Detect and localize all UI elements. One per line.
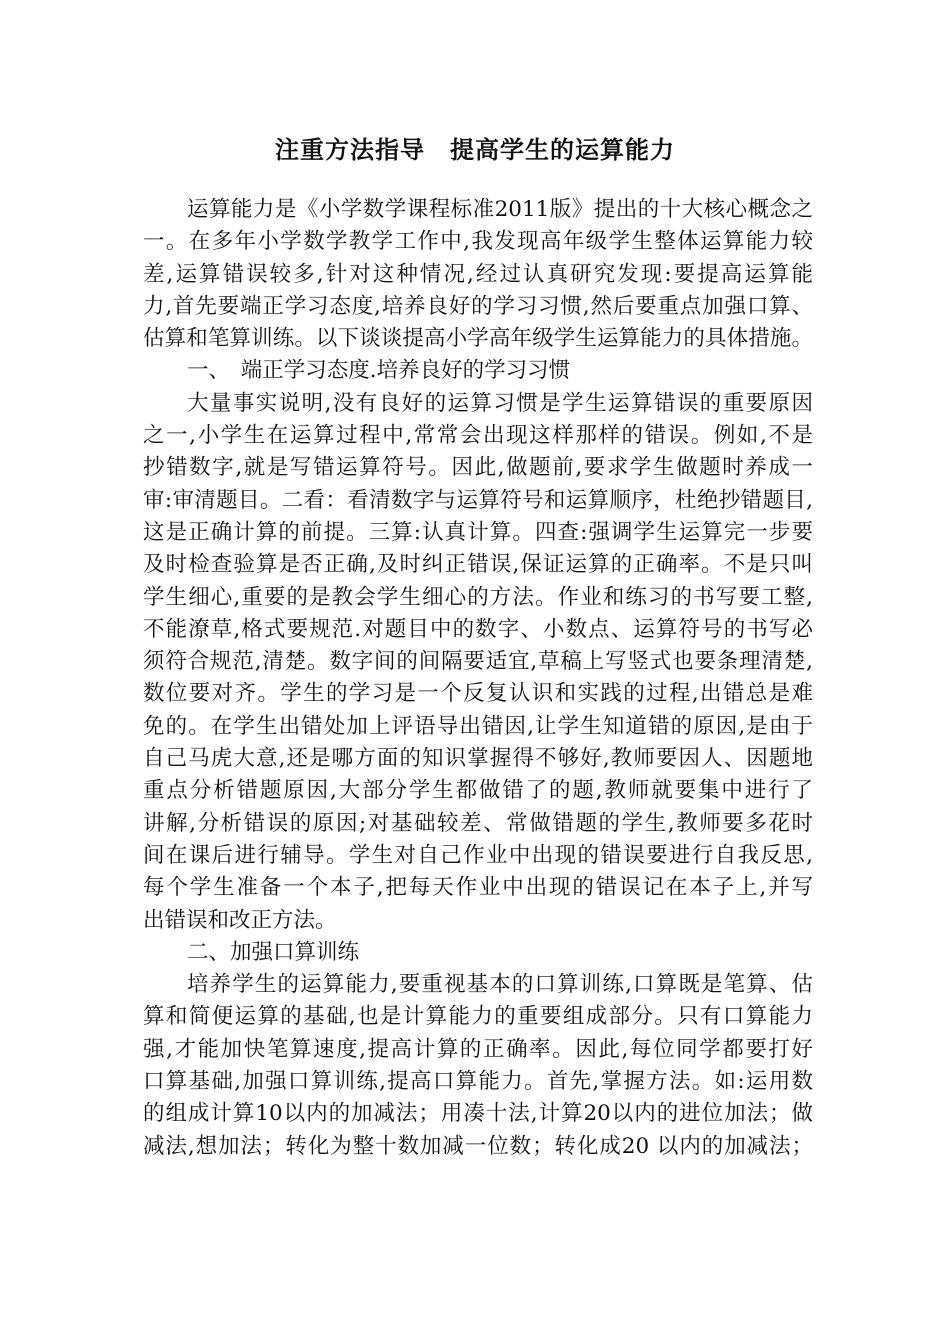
paragraph-line: 估算和笔算训练。以下谈谈提高小学高年级学生运算能力的具体措施。 <box>143 326 813 352</box>
paragraph-line: 学生细心,重要的是教会学生细心的方法。作业和练习的书写要工整, <box>143 584 813 610</box>
paragraph-line: 重点分析错题原因,大部分学生都做错了的题,教师就要集中进行了 <box>143 778 813 804</box>
paragraph-line: 减法,想加法；转化为整十数加减一位数；转化成20 以内的加减法； <box>143 1133 813 1159</box>
paragraph-line: 及时检查验算是否正确,及时纠正错误,保证运算的正确率。不是只叫 <box>143 552 813 578</box>
paragraph-line: 算和简便运算的基础,也是计算能力的重要组成部分。只有口算能力 <box>143 1004 813 1030</box>
paragraph-line: 力,首先要端正学习态度,培养良好的学习习惯,然后要重点加强口算、 <box>143 293 813 319</box>
paragraph-line: 间在课后进行辅导。学生对自己作业中出现的错误要进行自我反思, <box>143 842 813 868</box>
paragraph-line: 审:审清题目。二看：看清数字与运算符号和运算顺序，杜绝抄错题目, <box>143 487 813 513</box>
document-title: 注重方法指导 提高学生的运算能力 <box>275 136 675 164</box>
paragraph-line: 讲解,分析错误的原因;对基础较差、常做错题的学生,教师要多花时 <box>143 810 813 836</box>
paragraph-line: 的组成计算10以内的加减法；用凑十法,计算20以内的进位加法；做 <box>143 1101 813 1127</box>
section-heading-1: 一、 端正学习态度.培养良好的学习习惯 <box>187 358 571 384</box>
paragraph-line: 口算基础,加强口算训练,提高口算能力。首先,掌握方法。如:运用数 <box>143 1069 813 1095</box>
paragraph-line: 抄错数字,就是写错运算符号。因此,做题前,要求学生做题时养成一 <box>143 455 813 481</box>
paragraph-line: 强,才能加快笔算速度,提高计算的正确率。因此,每位同学都要打好 <box>143 1036 813 1062</box>
paragraph-line: 不能潦草,格式要规范.对题目中的数字、小数点、运算符号的书写必 <box>143 616 813 642</box>
paragraph-line: 出错误和改正方法。 <box>143 907 337 933</box>
paragraph-line: 之一,小学生在运算过程中,常常会出现这样那样的错误。例如,不是 <box>143 423 813 449</box>
paragraph-line: 每个学生准备一个本子,把每天作业中出现的错误记在本子上,并写 <box>143 875 813 901</box>
paragraph-line: 免的。在学生出错处加上评语导出错因,让学生知道错的原因,是由于 <box>143 713 813 739</box>
document-body <box>143 194 813 1163</box>
paragraph-line: 差,运算错误较多,针对这种情况,经过认真研究发现:要提高运算能 <box>143 261 813 287</box>
paragraph-line: 一。在多年小学数学教学工作中,我发现高年级学生整体运算能力较 <box>143 229 813 255</box>
paragraph-line: 自己马虎大意,还是哪方面的知识掌握得不够好,教师要因人、因题地 <box>143 746 813 772</box>
paragraph-line: 大量事实说明,没有良好的运算习惯是学生运算错误的重要原因 <box>187 390 813 416</box>
paragraph-line: 这是正确计算的前提。三算:认真计算。四查:强调学生运算完一步要 <box>143 519 813 545</box>
paragraph-line: 培养学生的运算能力,要重视基本的口算训练,口算既是笔算、估 <box>187 972 813 998</box>
paragraph-line: 数位要对齐。学生的学习是一个反复认识和实践的过程,出错总是难 <box>143 681 813 707</box>
paragraph-line: 运算能力是《小学数学课程标准2011版》提出的十大核心概念之 <box>187 197 813 222</box>
paragraph-line: 须符合规范,清楚。数字间的间隔要适宜,草稿上写竖式也要条理清楚, <box>143 649 813 675</box>
section-heading-2: 二、加强口算训练 <box>187 939 360 965</box>
